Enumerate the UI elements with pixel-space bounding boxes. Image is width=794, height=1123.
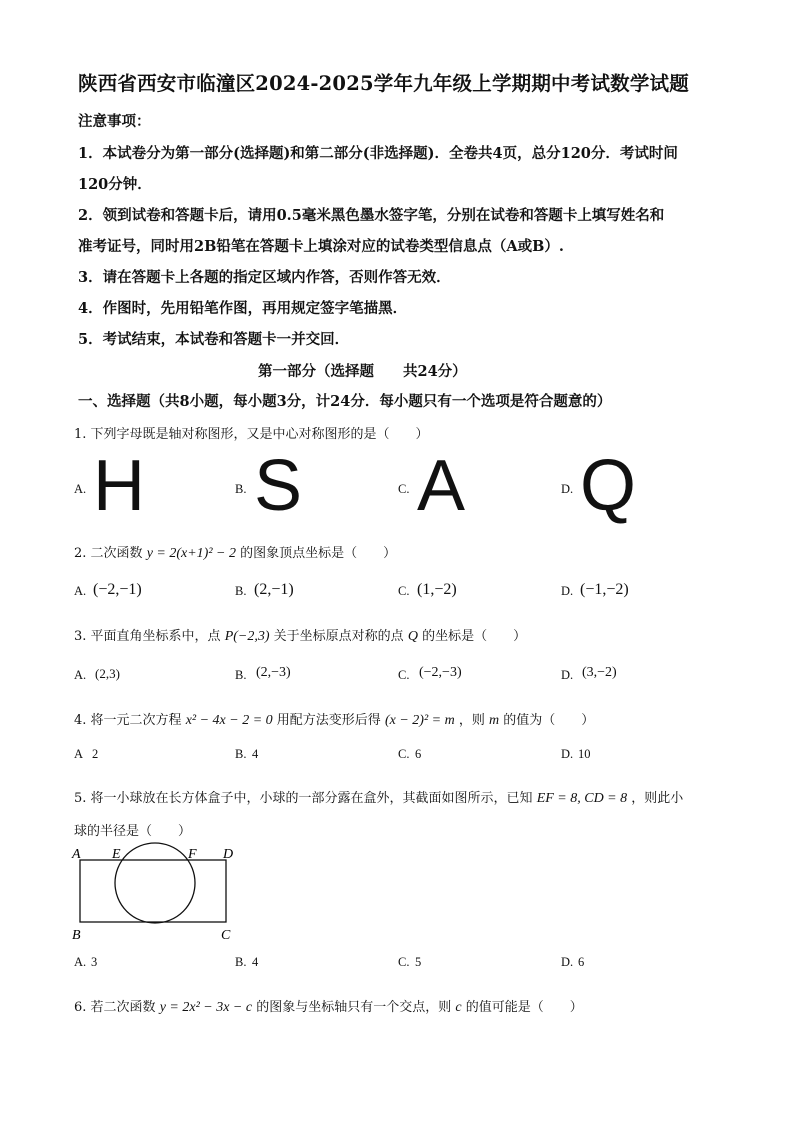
q3-option-c: (−2,−3) xyxy=(419,665,462,680)
notice-line-6: 4．作图时，先用铅笔作图，再用规定签字笔描黑． xyxy=(78,300,408,317)
label-a: A xyxy=(72,847,81,862)
q6-var-c: c xyxy=(455,1000,462,1015)
q3-point-p: P(−2,3) xyxy=(224,629,270,644)
label-d: D xyxy=(223,847,234,862)
ball-circle xyxy=(115,843,195,923)
q2-stem-tail: 的图象顶点坐标是（ ） xyxy=(240,546,397,561)
q4-var-m: m xyxy=(489,713,500,728)
q3-stem-tail: 的坐标是（ ） xyxy=(422,629,527,644)
page-title: 陕西省西安市临潼区2024-2025学年九年级上学期期中考试数学试题 xyxy=(78,72,689,95)
q4-equation: x² − 4x − 2 = 0 xyxy=(185,713,273,728)
question-6-stem xyxy=(74,996,583,1016)
q2-option-c: (1,−2) xyxy=(417,581,457,598)
q1-option-c-letter: A xyxy=(417,446,466,526)
q4-option-d: 10 xyxy=(578,747,591,761)
q6-stem-tail: 的值可能是（ ） xyxy=(465,1000,583,1015)
q5-option-b-label: B. xyxy=(235,955,247,969)
q1-option-c-label: C. xyxy=(398,482,410,496)
q5-option-c-label: C. xyxy=(398,955,410,969)
label-e: E xyxy=(112,847,121,862)
q2-option-b-label: B. xyxy=(235,584,247,598)
notice-line-1: 1．本试卷分为第一部分(选择题)和第二部分(非选择题)．全卷共4页，总分120分．考试时间 xyxy=(78,145,678,162)
q3-option-c-label: C. xyxy=(398,668,410,682)
question-3-stem xyxy=(74,625,526,645)
q5-figure xyxy=(70,840,250,945)
part1-heading: 第一部分（选择题 共24分） xyxy=(258,363,467,380)
q5-option-d-label: D. xyxy=(561,955,574,969)
q5-option-c: 5 xyxy=(415,955,422,969)
q3-option-b-label: B. xyxy=(235,668,247,682)
q5-option-b: 4 xyxy=(252,955,259,969)
q6-stem-mid: 的图象与坐标轴只有一个交点，则 xyxy=(256,1000,452,1015)
q4-completed-square: (x − 2)² = m xyxy=(384,713,455,728)
q5-stem-tail: ，则此小 xyxy=(631,791,684,806)
q1-option-b-letter: S xyxy=(254,446,303,526)
question-5-stem-line2: 球的半径是（ ） xyxy=(74,824,192,839)
q5-stem-text: 5. 将一小球放在长方体盒子中，小球的一部分露在盒外，其截面如图所示，已知 xyxy=(74,791,533,806)
box-rectangle xyxy=(80,860,226,922)
section-heading: 一、选择题（共8小题，每小题3分，计24分．每小题只有一个选项是符合题意的） xyxy=(78,393,612,410)
q4-stem-text: 4. 将一元二次方程 xyxy=(74,713,182,728)
q3-option-a: (2,3) xyxy=(95,666,120,681)
q3-stem-text: 3. 平面直角坐标系中，点 xyxy=(74,629,221,644)
notice-line-5: 3．请在答题卡上各题的指定区域内作答，否则作答无效． xyxy=(78,269,451,286)
q1-option-d-letter: Q xyxy=(580,446,637,526)
q3-point-q: Q xyxy=(407,629,418,644)
q4-stem-mid2: ，则 xyxy=(458,713,485,728)
q4-option-b: 4 xyxy=(252,747,259,761)
question-4-stem xyxy=(74,709,594,729)
q4-option-c: 6 xyxy=(415,747,422,761)
q5-option-a-label: A. xyxy=(74,955,87,969)
q5-option-d: 6 xyxy=(578,955,585,969)
notice-line-2: 120分钟． xyxy=(78,176,152,193)
notice-line-4: 准考证号，同时用2B铅笔在答题卡上填涂对应的试卷类型信息点（A或B）. xyxy=(78,238,564,255)
q4-option-a-label: A xyxy=(74,747,84,761)
label-f: F xyxy=(188,847,197,862)
question-1-stem: 1. 下列字母既是轴对称图形，又是中心对称图形的是（ ） xyxy=(74,427,429,442)
q5-given: EF = 8, CD = 8 xyxy=(536,791,628,806)
q3-stem-mid: 关于坐标原点对称的点 xyxy=(273,629,404,644)
q4-stem-mid: 用配方法变形后得 xyxy=(276,713,381,728)
label-b: B xyxy=(72,928,81,943)
q6-function: y = 2x² − 3x − c xyxy=(159,1000,253,1015)
q3-option-d: (3,−2) xyxy=(582,665,617,680)
q4-stem-tail: 的值为（ ） xyxy=(503,713,595,728)
q4-option-b-label: B. xyxy=(235,747,247,761)
question-2-stem xyxy=(74,542,396,562)
notice-line-7: 5．考试结束，本试卷和答题卡一并交回． xyxy=(78,331,350,348)
q3-option-d-label: D. xyxy=(561,668,574,682)
q6-stem-text: 6. 若二次函数 xyxy=(74,1000,156,1015)
q2-formula: y = 2(x+1)² − 2 xyxy=(146,546,236,561)
question-5-stem xyxy=(74,787,683,807)
q2-option-c-label: C. xyxy=(398,584,410,598)
q2-option-d: (−1,−2) xyxy=(580,581,629,598)
q1-option-a-letter: H xyxy=(93,446,145,526)
q3-option-a-label: A. xyxy=(74,668,87,682)
q4-option-d-label: D. xyxy=(561,747,574,761)
q1-option-a-label: A. xyxy=(74,482,87,496)
q4-option-c-label: C. xyxy=(398,747,410,761)
q1-option-b-label: B. xyxy=(235,482,247,496)
q3-option-b: (2,−3) xyxy=(256,665,291,680)
q2-stem-text: 2. 二次函数 xyxy=(74,546,143,561)
q2-option-b: (2,−1) xyxy=(254,581,294,598)
q2-option-a: (−2,−1) xyxy=(93,581,142,598)
notice-line-3: 2．领到试卷和答题卡后，请用0.5毫米黑色墨水签字笔，分别在试卷和答题卡上填写姓名和 xyxy=(78,207,665,224)
label-c: C xyxy=(221,928,231,943)
q2-option-a-label: A. xyxy=(74,584,87,598)
notice-heading: 注意事项： xyxy=(78,113,151,130)
q1-option-d-label: D. xyxy=(561,482,574,496)
q2-option-d-label: D. xyxy=(561,584,574,598)
q4-option-a: 2 xyxy=(92,747,99,761)
q5-option-a: 3 xyxy=(91,955,98,969)
